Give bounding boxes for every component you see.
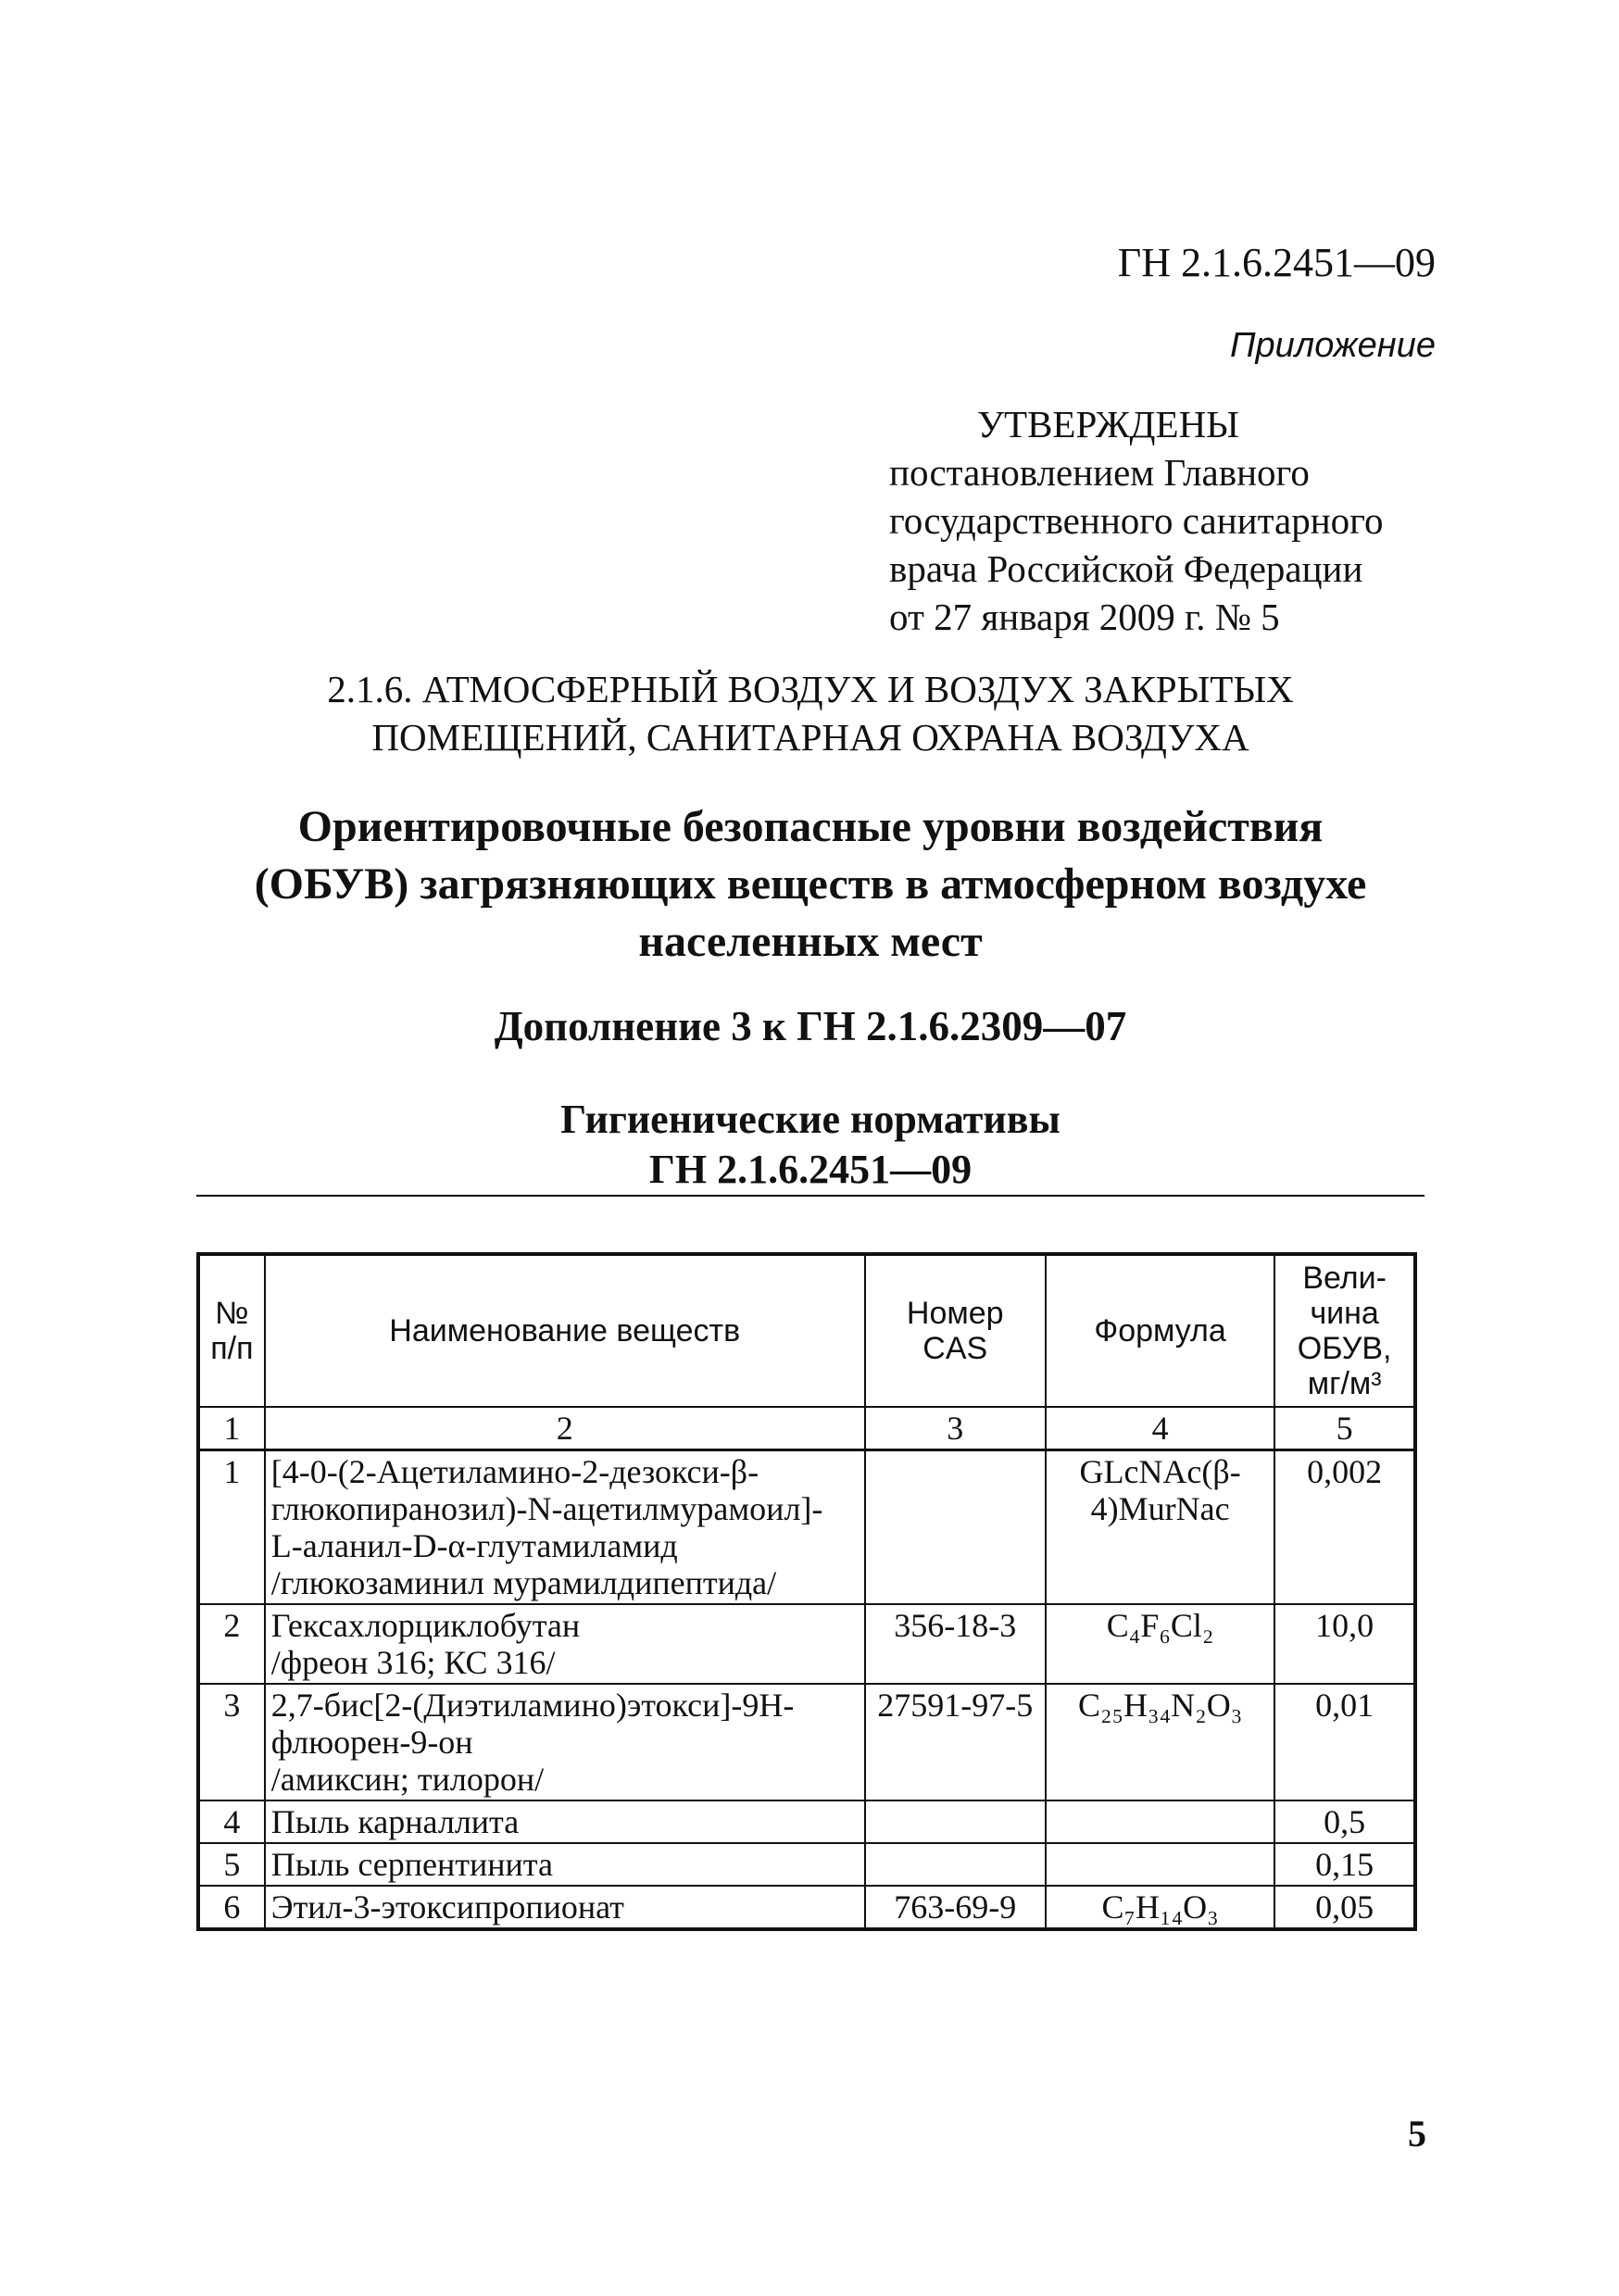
formula [1046, 1843, 1274, 1886]
column-number: 3 [865, 1407, 1046, 1450]
cas-number [865, 1450, 1046, 1605]
table-row [198, 1450, 1415, 1605]
formula [1046, 1800, 1274, 1843]
header-value [1274, 1254, 1415, 1407]
table-row [198, 1843, 1415, 1886]
header-cas-line: CAS [922, 1331, 988, 1366]
row-number: 2 [198, 1604, 265, 1684]
table-row [198, 1604, 1415, 1684]
document-code: ГН 2.1.6.2451—09 [1117, 240, 1436, 285]
approval-block [889, 400, 1482, 641]
approval-heading: УТВЕРЖДЕНЫ [977, 403, 1239, 445]
section-heading-line: ПОМЕЩЕНИЙ, САНИТАРНАЯ ОХРАНА ВОЗДУХА [371, 716, 1249, 759]
substance-name-line: /фреон 316; КС 316/ [270, 1644, 556, 1681]
formula-line: 4)MurNac [1090, 1490, 1230, 1527]
row-number: 3 [198, 1684, 265, 1800]
substance-name-line: Гексахлорциклобутан [270, 1607, 581, 1644]
formula: C₂₅H₃₄N₂O₃ [1046, 1684, 1274, 1800]
substance-name-line: [4-0-(2-Ацетиламино-2-дезокси-β- [270, 1453, 759, 1490]
formula: C₄F₆Cl₂ [1046, 1604, 1274, 1684]
substance-name-line: /глюкозаминил мурамилдипептида/ [270, 1564, 777, 1601]
substance-name: Этил-3-этоксипропионат [265, 1886, 865, 1929]
cas-number: 27591-97-5 [865, 1684, 1046, 1800]
approval-line: от 27 января 2009 г. № 5 [889, 596, 1280, 638]
obuv-value: 0,5 [1274, 1800, 1415, 1843]
substance-name-line: флюорен-9-он [270, 1724, 473, 1761]
supplement-heading: Дополнение 3 к ГН 2.1.6.2309—07 [494, 1003, 1127, 1049]
substance-name-line: /амиксин; тилорон/ [270, 1761, 545, 1798]
document-title [185, 798, 1436, 971]
column-number: 4 [1046, 1407, 1274, 1450]
column-number: 1 [198, 1407, 265, 1450]
norms-table [196, 1252, 1417, 1931]
title-line: населенных мест [638, 917, 983, 966]
page-number: 5 [1408, 2113, 1426, 2154]
header-number [198, 1254, 265, 1407]
substance-name-line: L-аланил-D-α-глутамиламид [270, 1527, 678, 1564]
approval-line: врача Российской Федерации [889, 547, 1363, 590]
substance-name: Пыль карналлита [265, 1800, 865, 1843]
cas-number [865, 1800, 1046, 1843]
cas-number [865, 1843, 1046, 1886]
obuv-value: 0,15 [1274, 1843, 1415, 1886]
header-number-line: № [215, 1296, 249, 1331]
substance-name-line: 2,7-бис[2-(Диэтиламино)этокси]-9H- [270, 1687, 795, 1724]
substance-name: Пыль серпентинита [265, 1843, 865, 1886]
row-number: 5 [198, 1843, 265, 1886]
formula-line: GLcNAc(β- [1079, 1453, 1241, 1490]
appendix-label: Приложение [1230, 326, 1436, 365]
norms-heading-line: Гигиенические нормативы [560, 1097, 1061, 1142]
horizontal-rule [196, 1195, 1424, 1197]
formula: C₇H₁₄O₃ [1046, 1886, 1274, 1929]
column-number-row [198, 1407, 1415, 1450]
substance-name [265, 1684, 865, 1800]
approval-line: постановлением Главного [889, 451, 1310, 494]
cas-number: 356-18-3 [865, 1604, 1046, 1684]
table-row [198, 1684, 1415, 1800]
header-number-line: п/п [210, 1331, 254, 1366]
header-value-line: ОБУВ, [1297, 1331, 1392, 1366]
obuv-value: 0,01 [1274, 1684, 1415, 1800]
header-value-line: Вели- [1302, 1261, 1387, 1296]
obuv-value: 10,0 [1274, 1604, 1415, 1684]
column-number: 5 [1274, 1407, 1415, 1450]
column-number: 2 [265, 1407, 865, 1450]
obuv-value: 0,002 [1274, 1450, 1415, 1605]
header-value-line: чина [1310, 1296, 1379, 1331]
header-cas [865, 1254, 1046, 1407]
norms-heading-line: ГН 2.1.6.2451—09 [648, 1147, 973, 1192]
table-row [198, 1886, 1415, 1929]
row-number: 4 [198, 1800, 265, 1843]
header-name: Наименование веществ [265, 1254, 865, 1407]
substance-name-line: глюкопиранозил)-N-ацетилмурамоил]- [270, 1490, 823, 1527]
section-heading [232, 665, 1389, 761]
section-heading-line: 2.1.6. АТМОСФЕРНЫЙ ВОЗДУХ И ВОЗДУХ ЗАКРЫТЫХ [327, 668, 1294, 710]
formula [1046, 1450, 1274, 1605]
substance-name [265, 1450, 865, 1605]
table-row [198, 1800, 1415, 1843]
obuv-value: 0,05 [1274, 1886, 1415, 1929]
title-line: (ОБУВ) загрязняющих веществ в атмосферном воздухе [254, 859, 1367, 909]
approval-line: государственного санитарного [889, 499, 1384, 542]
header-formula: Формула [1046, 1254, 1274, 1407]
header-value-line: мг/м³ [1307, 1366, 1382, 1401]
title-line: Ориентировочные безопасные уровни воздействия [297, 802, 1324, 851]
header-cas-line: Номер [906, 1296, 1004, 1331]
norms-heading [278, 1095, 1343, 1195]
row-number: 1 [198, 1450, 265, 1605]
cas-number: 763-69-9 [865, 1886, 1046, 1929]
substance-name [265, 1604, 865, 1684]
row-number: 6 [198, 1886, 265, 1929]
table-header-row [198, 1254, 1415, 1407]
